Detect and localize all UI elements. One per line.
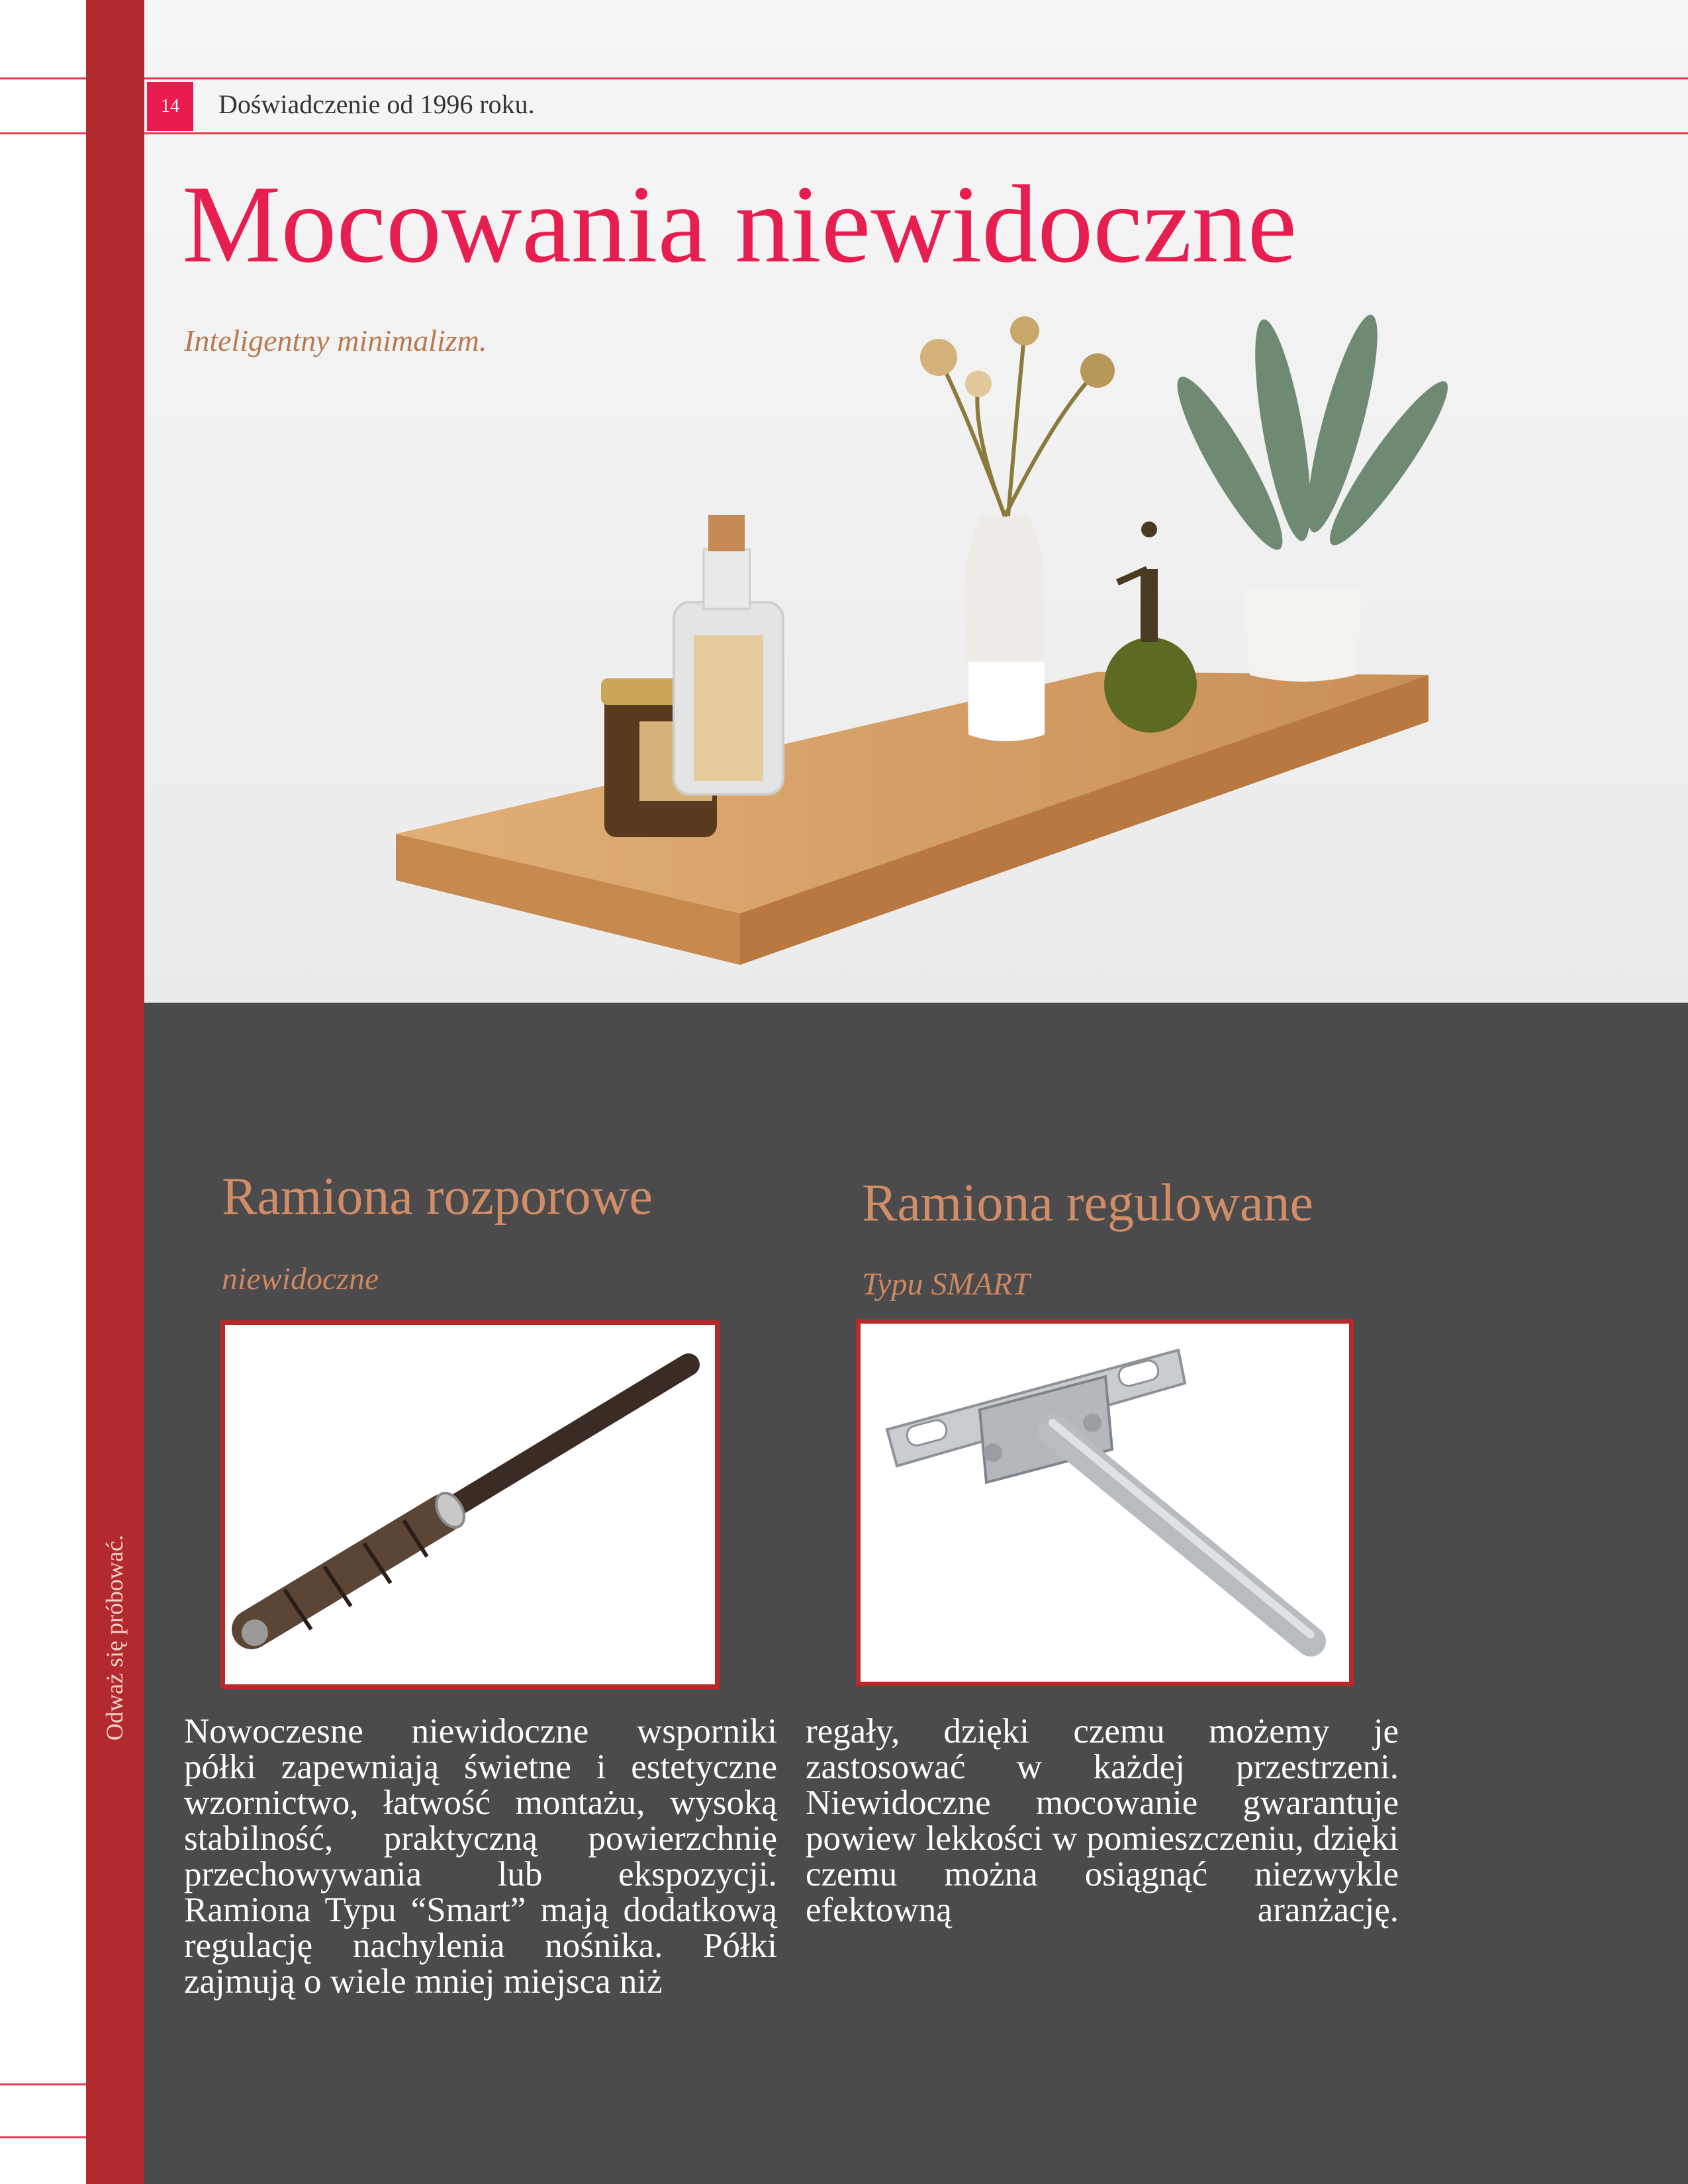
header-rule-left-top	[0, 77, 86, 79]
product-image-frame	[856, 1319, 1354, 1686]
footer-rule-left-bottom	[0, 2136, 86, 2138]
glass-bottle-icon	[674, 515, 783, 794]
body-text-column-1: Nowoczesne niewidoczne wsporniki półki zapewniają świetne i estetyczne wzornictwo, łatwość montażu, wysoką stabilność, praktyczną powierzchnię przechowywania lub ekspozycji. Ramiona Typu “Smart” mają dodatkową regulację nachylenia nośnika. Półki zajmują o wiele mniej miejsca niż	[184, 1712, 777, 2001]
wooden-shelf-icon	[396, 672, 1429, 965]
side-band	[86, 0, 144, 2184]
page-subtitle: Inteligentny minimalizm.	[184, 324, 487, 357]
adjustable-bracket-icon	[861, 1324, 1349, 1682]
shelf-photo-illustration	[144, 0, 1688, 1003]
product-title: Ramiona regulowane	[862, 1174, 1313, 1232]
side-band-text: Odważ się próbować.	[101, 1535, 128, 1741]
running-title: Doświadczenie od 1996 roku.	[218, 89, 535, 119]
header-rule-top	[144, 77, 1688, 79]
page-number: 14	[147, 82, 193, 131]
body-text-column-2: regały, dzięki czemu możemy je zastosować w każdej przestrzeni. Niewidoczne mocowanie gwarantuje powiew lekkości w pomieszczeniu, dzięki czemu można osiągnąć niezwykle efektowną aranżację.	[806, 1712, 1399, 1929]
product-image-frame	[220, 1320, 720, 1689]
footer-rule-left-top	[0, 2083, 86, 2085]
product-title: Ramiona rozporowe	[222, 1167, 653, 1226]
header-rule-left-bottom	[0, 132, 86, 134]
potted-fern-icon	[1163, 310, 1461, 682]
mister-bottle-icon	[1104, 522, 1197, 733]
page-title: Mocowania niewidoczne	[182, 163, 1297, 286]
product-subtitle: niewidoczne	[222, 1261, 379, 1297]
expansion-arm-icon	[225, 1325, 715, 1684]
header-rule-bottom	[144, 132, 1688, 134]
product-subtitle: Typu SMART	[862, 1267, 1030, 1302]
hero-photo	[144, 0, 1688, 1003]
